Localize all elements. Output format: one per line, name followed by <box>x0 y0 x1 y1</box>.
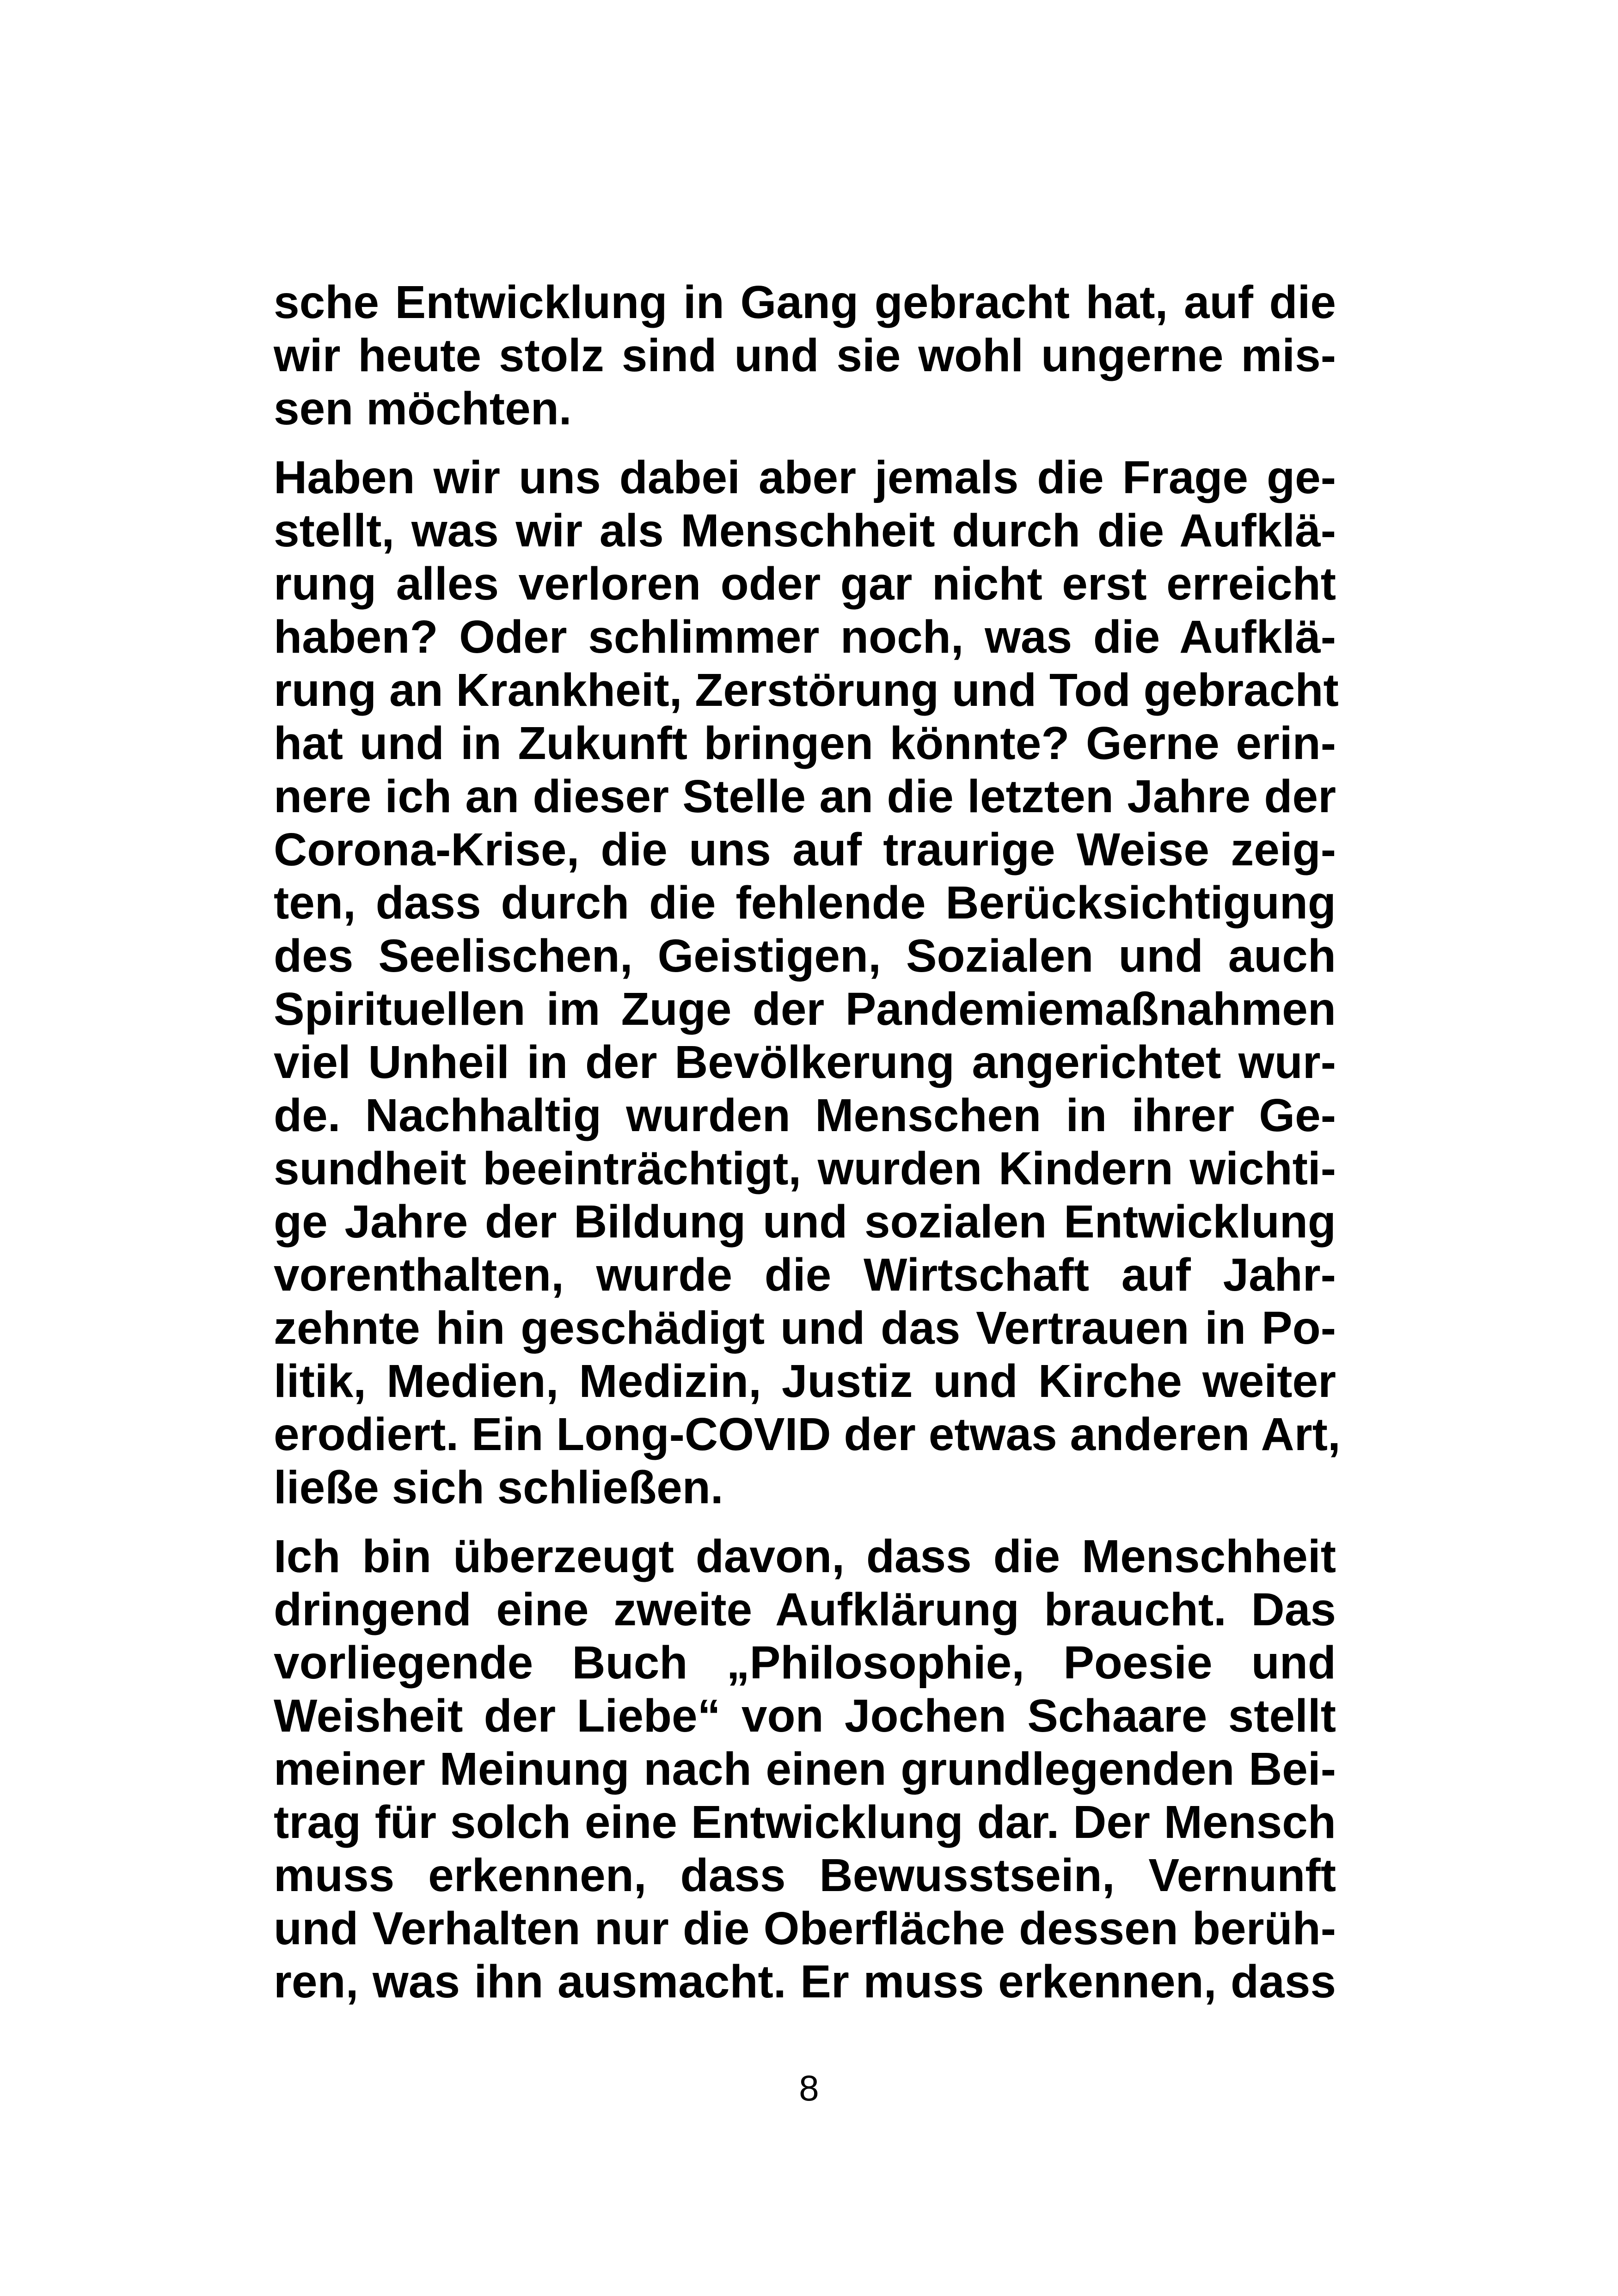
text-line: erodiert. Ein Long-COVID der etwas anderen Art, <box>274 1408 1341 1460</box>
paragraph-gap <box>274 1514 1336 1530</box>
text-line: dringend eine zweite Aufklärung braucht. Das <box>274 1584 1336 1635</box>
body-text <box>274 276 1341 2008</box>
text-line: stellt, was wir als Menschheit durch die Aufklä- <box>274 505 1336 557</box>
paragraph <box>274 276 1336 435</box>
text-line: Corona-Krise, die uns auf traurige Weise zeig- <box>274 824 1336 876</box>
text-line: Weisheit der Liebe“ von Jochen Schaare stellt <box>274 1690 1336 1742</box>
paragraph <box>274 451 1341 1514</box>
text-line: meiner Meinung nach einen grundlegenden Bei- <box>274 1743 1336 1795</box>
text-line: sen möchten. <box>274 383 572 435</box>
text-line: ren, was ihn ausmacht. Er muss erkennen, dass <box>274 1956 1336 2008</box>
text-line: de. Nachhaltig wurden Menschen in ihrer Ge- <box>274 1090 1336 1141</box>
text-line: rung alles verloren oder gar nicht erst erreicht <box>274 558 1336 610</box>
text-line: ließe sich schließen. <box>274 1462 723 1513</box>
text-line: rung an Krankheit, Zerstörung und Tod gebracht <box>274 664 1339 716</box>
text-line: haben? Oder schlimmer noch, was die Aufklä- <box>274 611 1336 663</box>
text-line: viel Unheil in der Bevölkerung angerichtet wur- <box>274 1036 1336 1088</box>
text-line: sundheit beeinträchtigt, wurden Kindern wichti- <box>274 1143 1336 1194</box>
text-line: hat und in Zukunft bringen könnte? Gerne erin- <box>274 717 1336 769</box>
text-line: ge Jahre der Bildung und sozialen Entwicklung <box>274 1196 1336 1248</box>
text-line: des Seelischen, Geistigen, Sozialen und auch <box>274 930 1336 982</box>
page-number: 8 <box>799 2068 819 2108</box>
text-line: trag für solch eine Entwicklung dar. Der Mensch <box>274 1796 1336 1848</box>
text-line: vorliegende Buch „Philosophie, Poesie und <box>274 1637 1336 1689</box>
text-line: Ich bin überzeugt davon, dass die Menschheit <box>274 1531 1336 1582</box>
text-line: Spirituellen im Zuge der Pandemiemaßnahmen <box>274 983 1336 1035</box>
text-line: litik, Medien, Medizin, Justiz und Kirche weiter <box>274 1355 1336 1407</box>
text-line: ten, dass durch die fehlende Berücksichtigung <box>274 877 1336 929</box>
text-line: vorenthalten, wurde die Wirtschaft auf Jahr- <box>274 1249 1336 1301</box>
text-line: Haben wir uns dabei aber jemals die Frage ge- <box>274 452 1336 503</box>
paragraph <box>274 1530 1336 2008</box>
text-line: zehnte hin geschädigt und das Vertrauen in Po- <box>274 1302 1336 1354</box>
text-line: nere ich an dieser Stelle an die letzten Jahre der <box>274 771 1336 822</box>
text-line: muss erkennen, dass Bewusstsein, Vernunft <box>274 1849 1336 1901</box>
paragraph-gap <box>274 435 1336 451</box>
text-line: sche Entwicklung in Gang gebracht hat, auf die <box>274 276 1336 328</box>
text-line: und Verhalten nur die Oberfläche dessen berüh- <box>274 1903 1336 1954</box>
text-line: wir heute stolz sind und sie wohl ungerne mis- <box>274 330 1336 381</box>
